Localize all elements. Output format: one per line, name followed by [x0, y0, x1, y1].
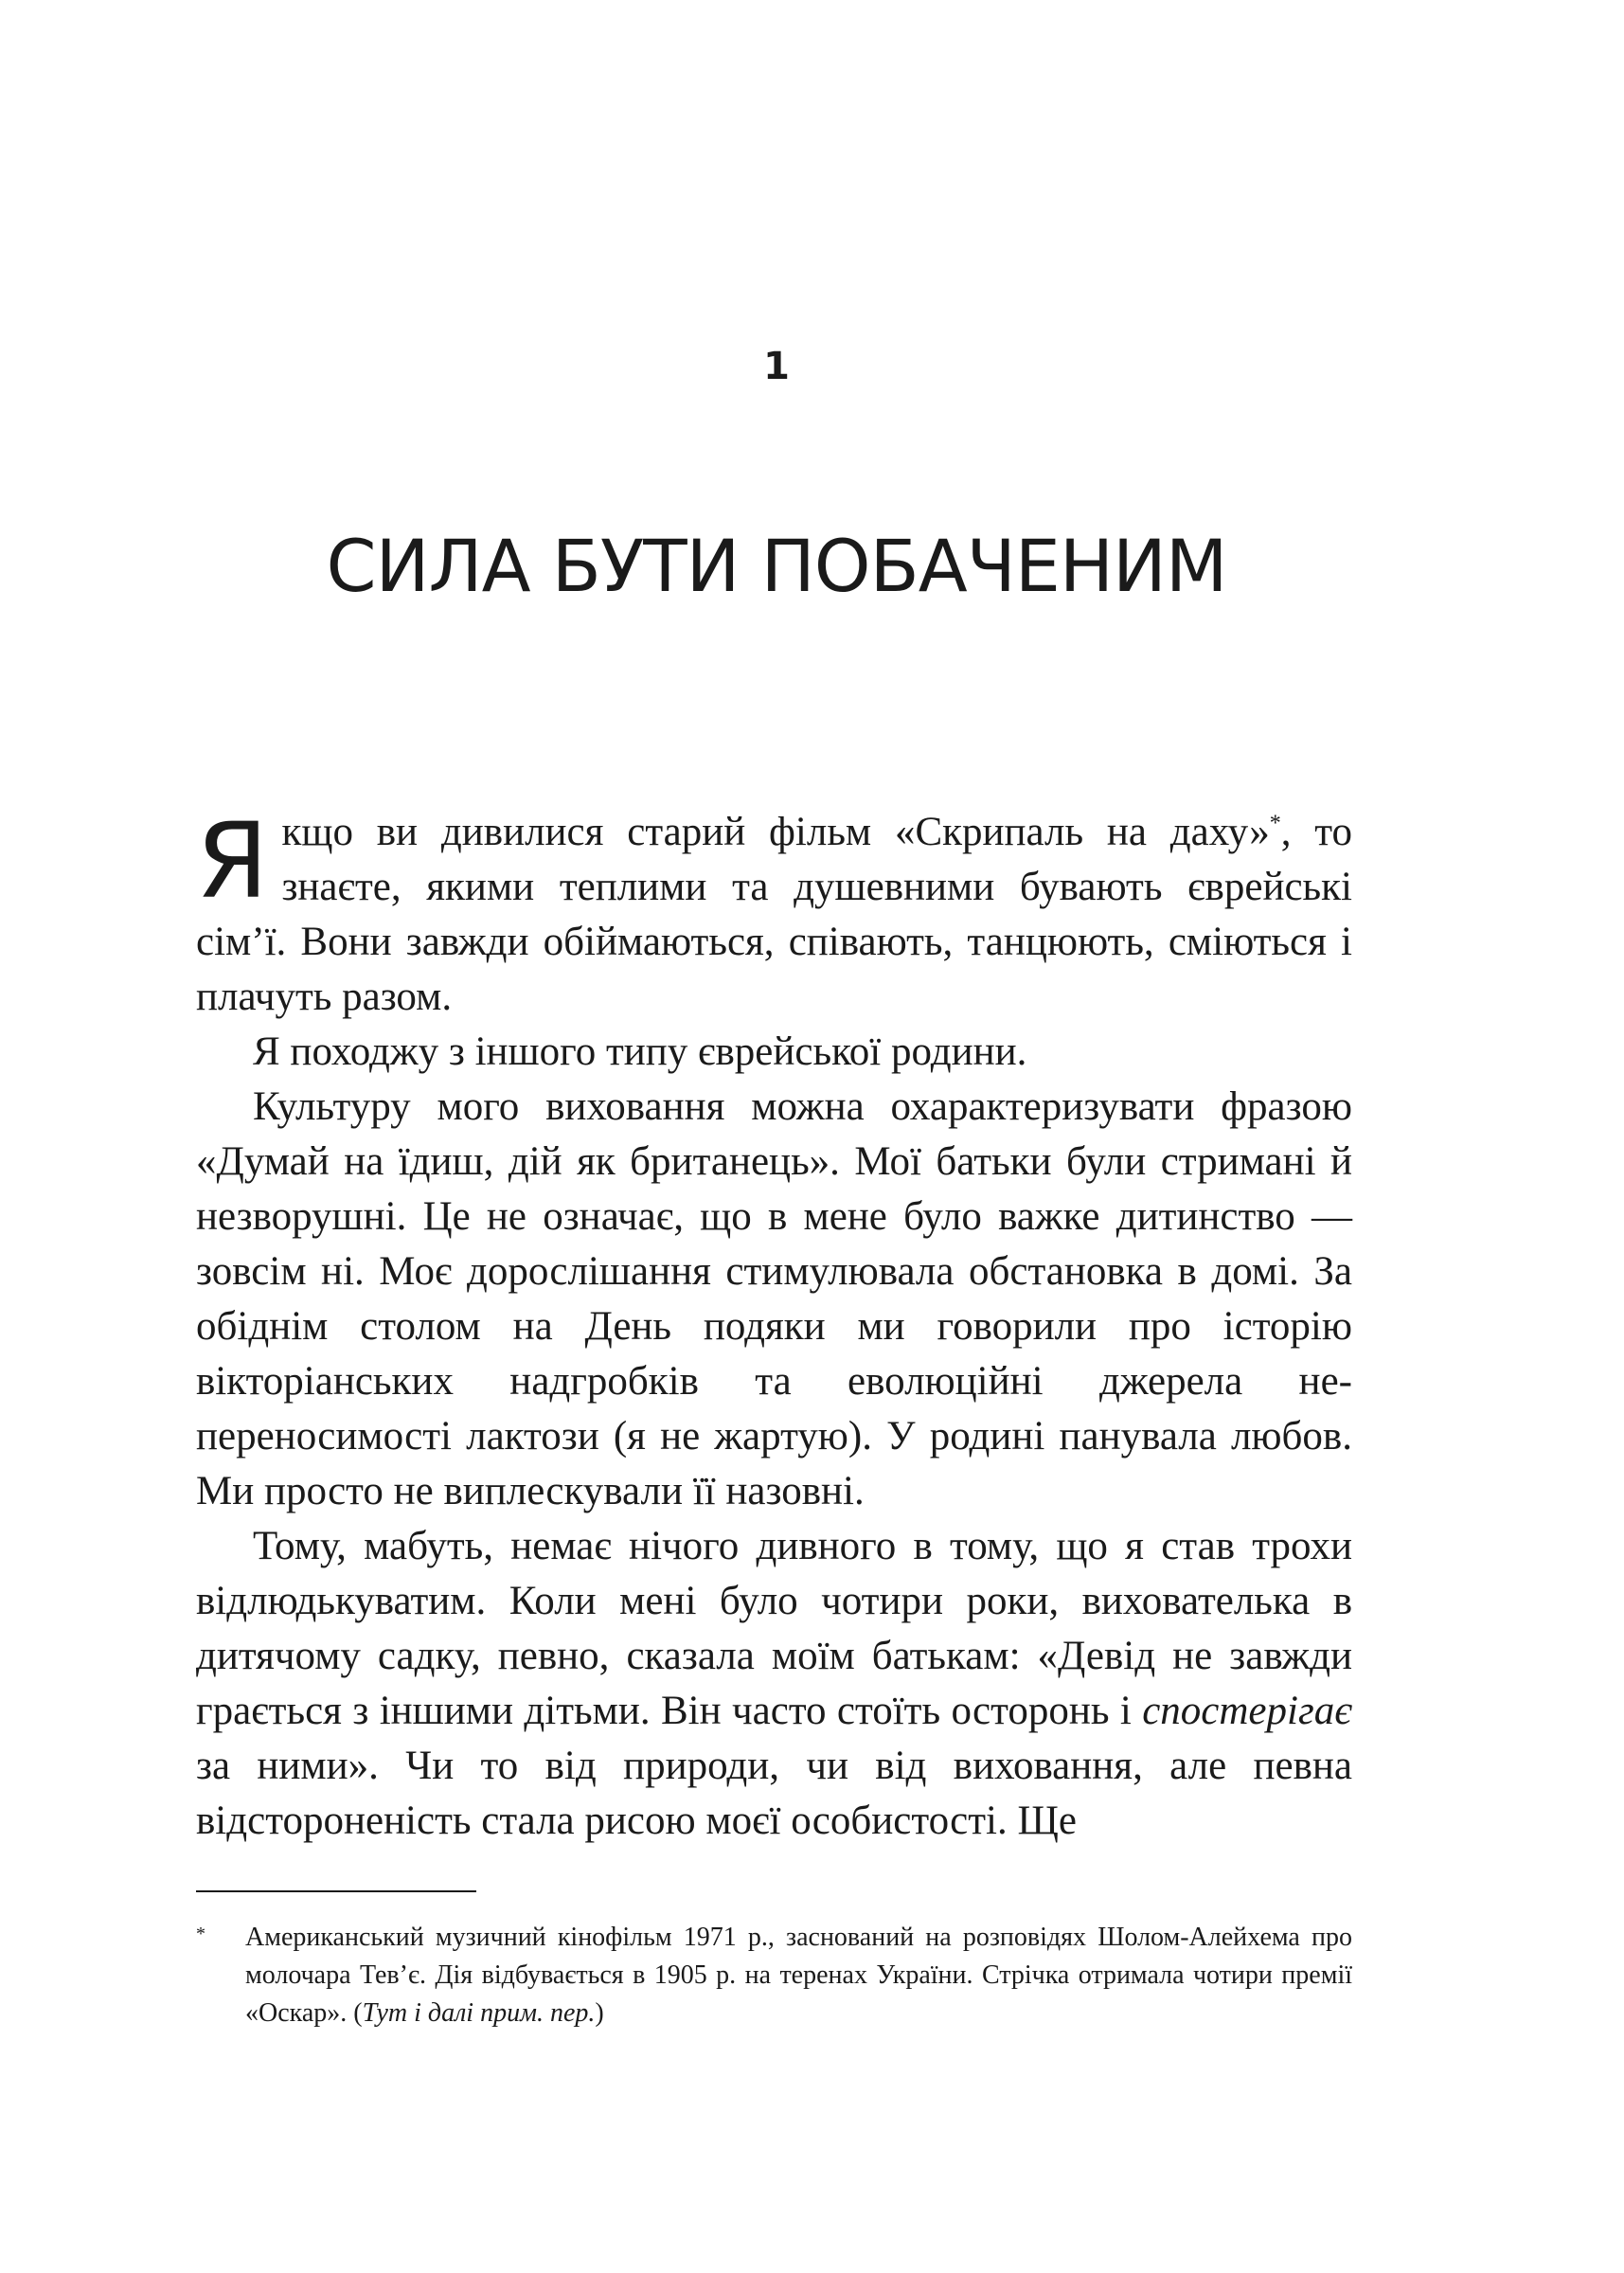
- footnote-text: [245, 1919, 1352, 2032]
- footnote: [196, 1919, 1352, 2032]
- paragraph-4-text-b: за ними». Чи то від природи, чи від виховання, але певна відстороненість стала рисою моєї особистості. Ще: [196, 1744, 1352, 1843]
- footnote-text-italic: Тут і далі прим. пер.: [362, 1998, 596, 2028]
- chapter-number: 1: [763, 345, 790, 388]
- paragraph-4-italic: спостерігає: [1142, 1689, 1352, 1733]
- footnote-text-b: ): [595, 1998, 604, 2028]
- paragraph-1-text-b: , то знаєте, якими теплими та душевними бувають єврейські сім’ї. Вони завжди обіймаються, співають, танцюють, сміються і плачуть разом.: [196, 810, 1352, 1019]
- footnote-divider: [196, 1890, 476, 1892]
- footnote-reference-marker[interactable]: *: [1269, 811, 1281, 836]
- paragraph-1: [196, 800, 1352, 1025]
- paragraph-4-text-a: Тому, мабуть, немає нічого дивного в тому, що я став трохи відлюдькуватим. Коли мені було чотири роки, вихователька в дитячому садку, певно, сказала моїм батькам: «Девід не завжди грається з іншими дітьми. Він часто стоїть осторонь і: [196, 1524, 1352, 1733]
- footnote-text-a: Американський музичний кінофільм 1971 р., заснований на розповідях Шолом-Алейхема про молочара Тев’є. Дія відбувається в 1905 р. на теренах України. Стрічка отримала чотири премії «Оскар». (: [245, 1923, 1352, 2028]
- footnote-marker: *: [196, 1924, 205, 1944]
- paragraph-2: Я походжу з іншого типу єврейської родини.: [253, 1029, 1027, 1074]
- paragraph-4: [196, 1519, 1352, 1849]
- body-text: [196, 800, 1352, 1849]
- paragraph-1-text-a: кщо ви дивилися старий фільм «Скрипаль на даху»: [281, 810, 1270, 854]
- chapter-title: СИЛА БУТИ ПОБАЧЕНИМ: [326, 524, 1227, 608]
- paragraph-3: Культуру мого виховання можна охарактеризувати фразою «Думай на їдиш, дій як британець». Мої батьки були стримані й незворушні. Це не означає, що в мене було важке дитинство — зовсім ні. Моє дорослішання стимулювала обстановка в домі. За обіднім столом на День подяки ми говорили про історію вікторіанських надгробків та еволюційні джерела непереносимості лактози (я не жартую). У родині панувала любов. Ми просто не виплескували її назовні.: [196, 1084, 1352, 1513]
- drop-cap: Я: [196, 800, 269, 922]
